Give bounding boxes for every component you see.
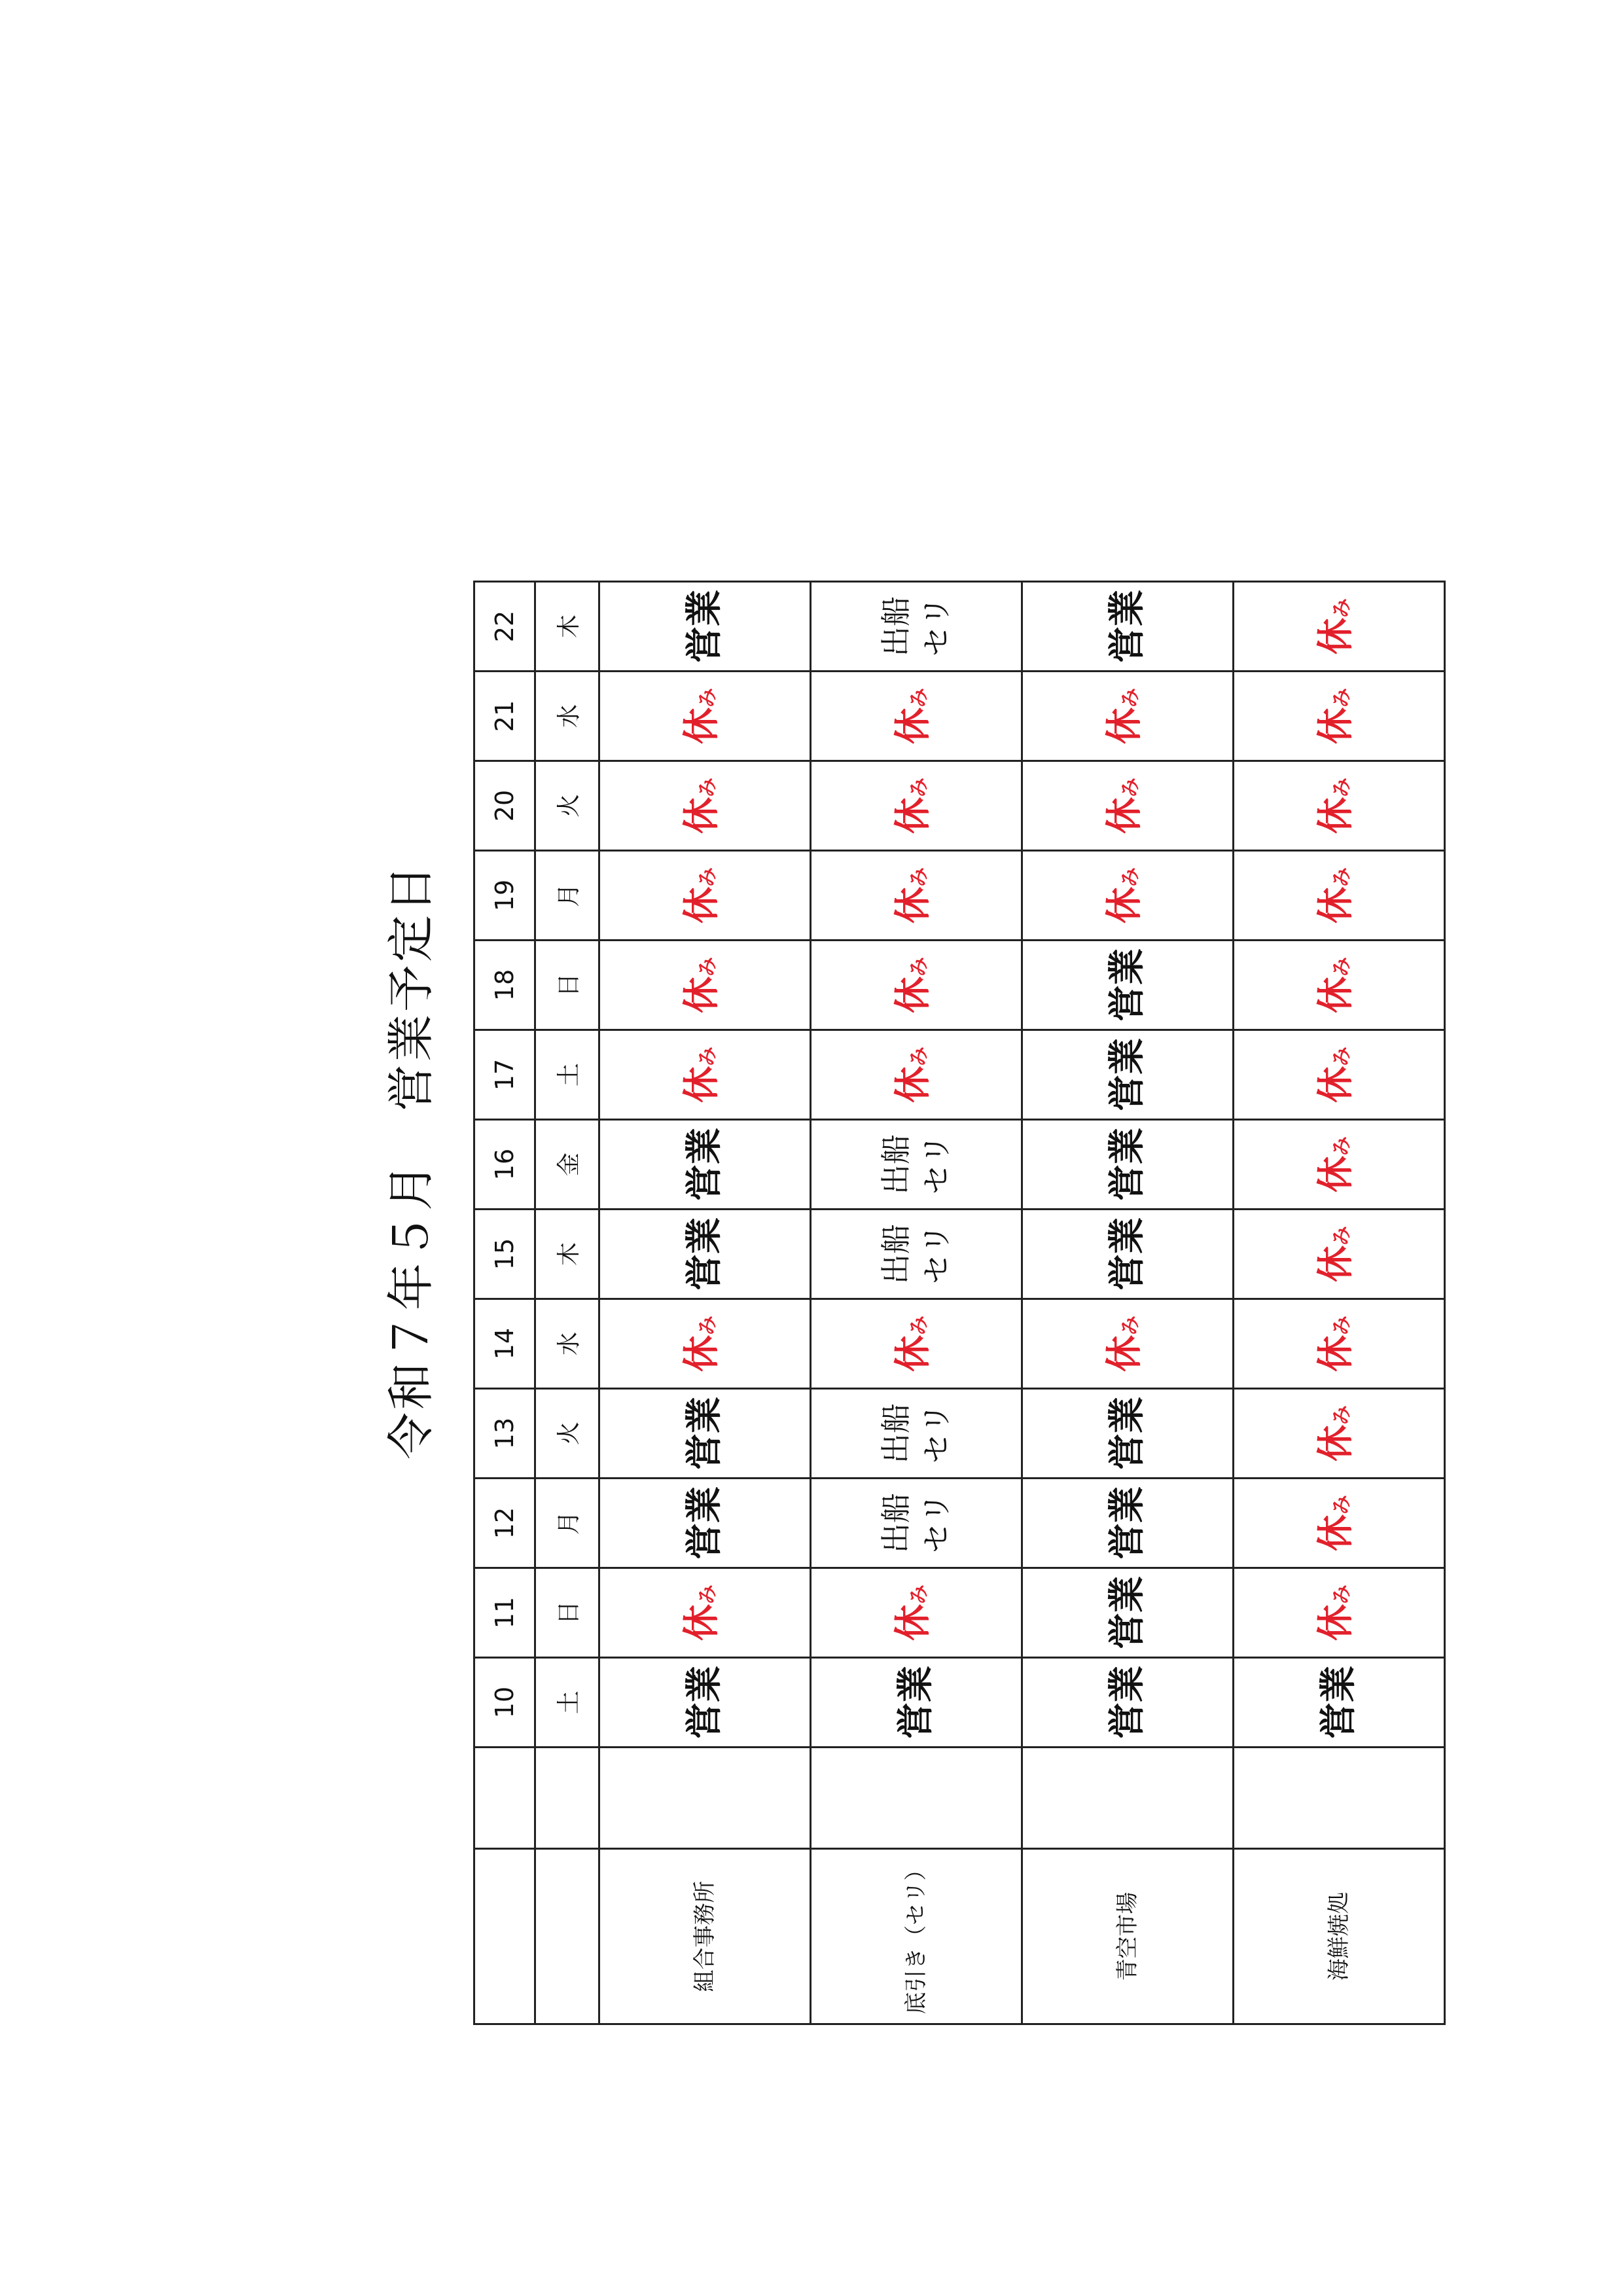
status-open: 営業 <box>1106 948 1149 1022</box>
status-cell <box>811 761 1022 851</box>
closed-label-main: 休 <box>1103 1335 1146 1372</box>
status-cell <box>1234 1479 1445 1568</box>
status-cell <box>1022 1568 1234 1658</box>
weekday-row <box>535 582 599 2024</box>
status-closed <box>681 1300 730 1388</box>
status-cell <box>1234 1120 1445 1210</box>
facility-row <box>1234 582 1445 2024</box>
status-cell <box>599 1299 811 1389</box>
status-cell <box>811 1030 1022 1120</box>
sail-label-line1: 出船 <box>878 1134 914 1194</box>
closed-label-main: 休 <box>891 1604 935 1641</box>
status-open: 営業 <box>1106 1576 1149 1649</box>
status-open: 営業 <box>1106 1666 1149 1739</box>
status-open: 営業 <box>683 1666 726 1739</box>
status-cell <box>599 941 811 1030</box>
closed-label-main: 休 <box>680 977 723 1013</box>
blank-cell <box>599 1748 811 1849</box>
corner-blank-cell <box>474 1748 535 1849</box>
date-cell: 11 <box>474 1568 535 1658</box>
sail-label-line1: 出船 <box>878 596 914 656</box>
date-cell: 20 <box>474 761 535 851</box>
closed-label-small: み <box>1330 598 1353 618</box>
closed-label-small: み <box>1330 1047 1353 1066</box>
status-cell <box>1234 761 1445 851</box>
closed-label-small: み <box>1330 1136 1353 1156</box>
rotated-content <box>372 297 1360 2025</box>
status-open: 営業 <box>895 1666 937 1739</box>
status-closed <box>1315 672 1364 760</box>
status-closed <box>681 762 730 850</box>
status-closed <box>1103 852 1152 939</box>
status-sail <box>876 1390 957 1477</box>
closed-label-main: 休 <box>680 1604 723 1641</box>
status-cell <box>1022 1479 1234 1568</box>
status-closed <box>1315 1569 1364 1657</box>
weekday-cell: 木 <box>535 1210 599 1299</box>
status-closed <box>681 672 730 760</box>
sail-label-line1: 出船 <box>878 1224 914 1284</box>
status-closed <box>1315 762 1364 850</box>
status-cell <box>811 1389 1022 1479</box>
closed-label-main: 休 <box>891 708 935 744</box>
closed-label-main: 休 <box>1103 797 1146 834</box>
closed-label-main: 休 <box>1314 887 1357 924</box>
date-cell: 15 <box>474 1210 535 1299</box>
weekday-cell: 月 <box>535 1479 599 1568</box>
status-cell <box>599 1389 811 1479</box>
closed-label-small: み <box>1330 867 1353 887</box>
status-cell <box>1234 1210 1445 1299</box>
status-cell <box>1022 582 1234 672</box>
closed-label-small: み <box>1118 688 1142 708</box>
status-cell <box>811 1299 1022 1389</box>
closed-label-small: み <box>696 957 719 977</box>
weekday-cell: 水 <box>535 1299 599 1389</box>
facility-name: 青空市場 <box>1022 1849 1234 2024</box>
date-cell: 10 <box>474 1658 535 1748</box>
status-cell <box>1234 672 1445 761</box>
sail-label-line1: 出船 <box>878 1493 914 1553</box>
date-cell: 19 <box>474 851 535 941</box>
closed-label-small: み <box>1330 778 1353 797</box>
closed-label-main: 休 <box>1314 708 1357 744</box>
closed-label-small: み <box>907 1047 931 1066</box>
status-closed <box>681 1569 730 1657</box>
status-cell <box>1234 1568 1445 1658</box>
date-cell: 13 <box>474 1389 535 1479</box>
closed-label-small: み <box>696 1585 719 1604</box>
weekday-cell: 水 <box>535 672 599 761</box>
status-cell <box>599 1030 811 1120</box>
status-cell <box>811 851 1022 941</box>
status-closed <box>681 852 730 939</box>
closed-label-main: 休 <box>680 887 723 924</box>
status-cell <box>1234 1389 1445 1479</box>
status-closed <box>1315 1121 1364 1208</box>
status-open: 営業 <box>683 590 726 663</box>
status-cell <box>811 1120 1022 1210</box>
status-cell <box>811 1658 1022 1748</box>
date-cell: 17 <box>474 1030 535 1120</box>
weekday-cell: 月 <box>535 851 599 941</box>
status-open: 営業 <box>1106 1128 1149 1201</box>
closed-label-small: み <box>696 867 719 887</box>
corner-cell <box>535 1849 599 2024</box>
closed-label-small: み <box>1118 778 1142 797</box>
closed-label-small: み <box>1330 1316 1353 1335</box>
status-cell <box>811 1479 1022 1568</box>
weekday-cell: 火 <box>535 1389 599 1479</box>
status-open: 営業 <box>1106 1038 1149 1111</box>
sail-label-line2: セリ <box>919 1403 954 1463</box>
status-sail <box>876 1479 957 1567</box>
sail-label-line2: セリ <box>919 1134 954 1194</box>
closed-label-small: み <box>1330 688 1353 708</box>
status-closed <box>681 1031 730 1119</box>
sail-label-line2: セリ <box>919 596 954 656</box>
status-cell <box>1234 941 1445 1030</box>
closed-label-main: 休 <box>1314 1335 1357 1372</box>
status-cell <box>811 941 1022 1030</box>
status-cell <box>1234 1658 1445 1748</box>
status-cell <box>1022 761 1234 851</box>
status-open: 営業 <box>1106 590 1149 663</box>
closed-label-main: 休 <box>1314 1156 1357 1193</box>
status-cell <box>811 1568 1022 1658</box>
closed-label-main: 休 <box>680 797 723 834</box>
status-cell <box>1234 851 1445 941</box>
facility-row <box>599 582 811 2024</box>
weekday-cell: 火 <box>535 761 599 851</box>
status-cell <box>1234 1299 1445 1389</box>
status-cell <box>599 1120 811 1210</box>
closed-label-main: 休 <box>1314 1066 1357 1103</box>
status-cell <box>1022 941 1234 1030</box>
status-closed <box>892 672 941 760</box>
closed-label-small: み <box>1330 1405 1353 1425</box>
status-cell <box>599 1479 811 1568</box>
facility-name: 底引き（セリ） <box>811 1849 1022 2024</box>
status-open: 営業 <box>683 1486 726 1560</box>
date-cell: 18 <box>474 941 535 1030</box>
facility-row <box>1022 582 1234 2024</box>
closed-label-small: み <box>907 1585 931 1604</box>
blank-cell <box>1022 1748 1234 1849</box>
status-cell <box>1022 1120 1234 1210</box>
status-open: 営業 <box>1317 1666 1360 1739</box>
closed-label-main: 休 <box>1314 797 1357 834</box>
status-open: 営業 <box>683 1128 726 1201</box>
facility-name: 海鮮焼処 <box>1234 1849 1445 2024</box>
status-cell <box>1022 1210 1234 1299</box>
closed-label-small: み <box>696 688 719 708</box>
status-closed <box>1315 1390 1364 1477</box>
status-cell <box>599 672 811 761</box>
closed-label-main: 休 <box>891 1335 935 1372</box>
status-closed <box>892 1300 941 1388</box>
status-closed <box>892 1031 941 1119</box>
facility-name: 組合事務所 <box>599 1849 811 2024</box>
closed-label-main: 休 <box>1314 618 1357 655</box>
status-sail <box>876 1210 957 1298</box>
closed-label-small: み <box>907 688 931 708</box>
document-title: 令和７年５月 営業予定日 <box>383 863 438 1460</box>
schedule-table <box>473 581 1446 2025</box>
status-cell <box>599 1568 811 1658</box>
closed-label-small: み <box>1118 1316 1142 1335</box>
closed-label-main: 休 <box>1103 708 1146 744</box>
date-cell: 12 <box>474 1479 535 1568</box>
status-closed <box>1103 672 1152 760</box>
closed-label-main: 休 <box>1314 1604 1357 1641</box>
status-cell <box>1234 582 1445 672</box>
corner-blank-cell <box>535 1748 599 1849</box>
status-closed <box>1315 1300 1364 1388</box>
weekday-cell: 日 <box>535 1568 599 1658</box>
corner-cell <box>474 1849 535 2024</box>
status-closed <box>1315 1479 1364 1567</box>
status-open: 営業 <box>1106 1217 1149 1291</box>
status-cell <box>811 1210 1022 1299</box>
status-closed <box>1315 1210 1364 1298</box>
closed-label-small: み <box>1330 1226 1353 1246</box>
status-cell <box>599 582 811 672</box>
status-closed <box>892 941 941 1029</box>
status-cell <box>599 761 811 851</box>
closed-label-main: 休 <box>680 1335 723 1372</box>
status-closed <box>1315 852 1364 939</box>
closed-label-small: み <box>1330 957 1353 977</box>
closed-label-main: 休 <box>891 1066 935 1103</box>
status-cell <box>1022 851 1234 941</box>
closed-label-small: み <box>1330 1585 1353 1604</box>
status-cell <box>599 1658 811 1748</box>
date-cell: 16 <box>474 1120 535 1210</box>
status-open: 営業 <box>683 1217 726 1291</box>
status-closed <box>681 941 730 1029</box>
status-cell <box>1022 1658 1234 1748</box>
weekday-cell: 金 <box>535 1120 599 1210</box>
status-sail <box>876 1121 957 1208</box>
status-closed <box>892 852 941 939</box>
closed-label-small: み <box>696 1316 719 1335</box>
status-closed <box>892 1569 941 1657</box>
closed-label-main: 休 <box>891 887 935 924</box>
status-closed <box>1315 941 1364 1029</box>
status-closed <box>1315 1031 1364 1119</box>
closed-label-main: 休 <box>1314 977 1357 1013</box>
sail-label-line2: セリ <box>919 1224 954 1284</box>
status-closed <box>1103 762 1152 850</box>
closed-label-main: 休 <box>680 1066 723 1103</box>
status-cell <box>1022 672 1234 761</box>
status-closed <box>892 762 941 850</box>
closed-label-main: 休 <box>1314 1425 1357 1462</box>
closed-label-main: 休 <box>680 708 723 744</box>
closed-label-small: み <box>907 1316 931 1335</box>
schedule-table-body <box>474 582 1445 2024</box>
closed-label-small: み <box>907 867 931 887</box>
status-closed <box>1103 1300 1152 1388</box>
sail-label-line1: 出船 <box>878 1403 914 1463</box>
closed-label-main: 休 <box>1314 1515 1357 1551</box>
status-open: 営業 <box>1106 1486 1149 1560</box>
blank-cell <box>811 1748 1022 1849</box>
weekday-cell: 土 <box>535 1658 599 1748</box>
sail-label-line2: セリ <box>919 1493 954 1553</box>
closed-label-small: み <box>1118 867 1142 887</box>
status-cell <box>811 582 1022 672</box>
status-closed <box>1315 583 1364 670</box>
closed-label-small: み <box>696 1047 719 1066</box>
status-cell <box>1234 1030 1445 1120</box>
date-cell: 21 <box>474 672 535 761</box>
status-open: 営業 <box>1106 1397 1149 1470</box>
closed-label-small: み <box>907 957 931 977</box>
date-row <box>474 582 535 2024</box>
facility-row <box>811 582 1022 2024</box>
status-cell <box>811 672 1022 761</box>
status-cell <box>599 1210 811 1299</box>
closed-label-main: 休 <box>1103 887 1146 924</box>
date-cell: 22 <box>474 582 535 672</box>
date-cell: 14 <box>474 1299 535 1389</box>
closed-label-main: 休 <box>1314 1246 1357 1282</box>
status-cell <box>599 851 811 941</box>
status-cell <box>1022 1389 1234 1479</box>
weekday-cell: 土 <box>535 1030 599 1120</box>
status-cell <box>1022 1030 1234 1120</box>
closed-label-small: み <box>1330 1495 1353 1515</box>
blank-cell <box>1234 1748 1445 1849</box>
status-open: 営業 <box>683 1397 726 1470</box>
weekday-cell: 木 <box>535 582 599 672</box>
status-sail <box>876 583 957 670</box>
closed-label-small: み <box>907 778 931 797</box>
closed-label-main: 休 <box>891 797 935 834</box>
closed-label-main: 休 <box>891 977 935 1013</box>
status-cell <box>1022 1299 1234 1389</box>
weekday-cell: 日 <box>535 941 599 1030</box>
closed-label-small: み <box>696 778 719 797</box>
